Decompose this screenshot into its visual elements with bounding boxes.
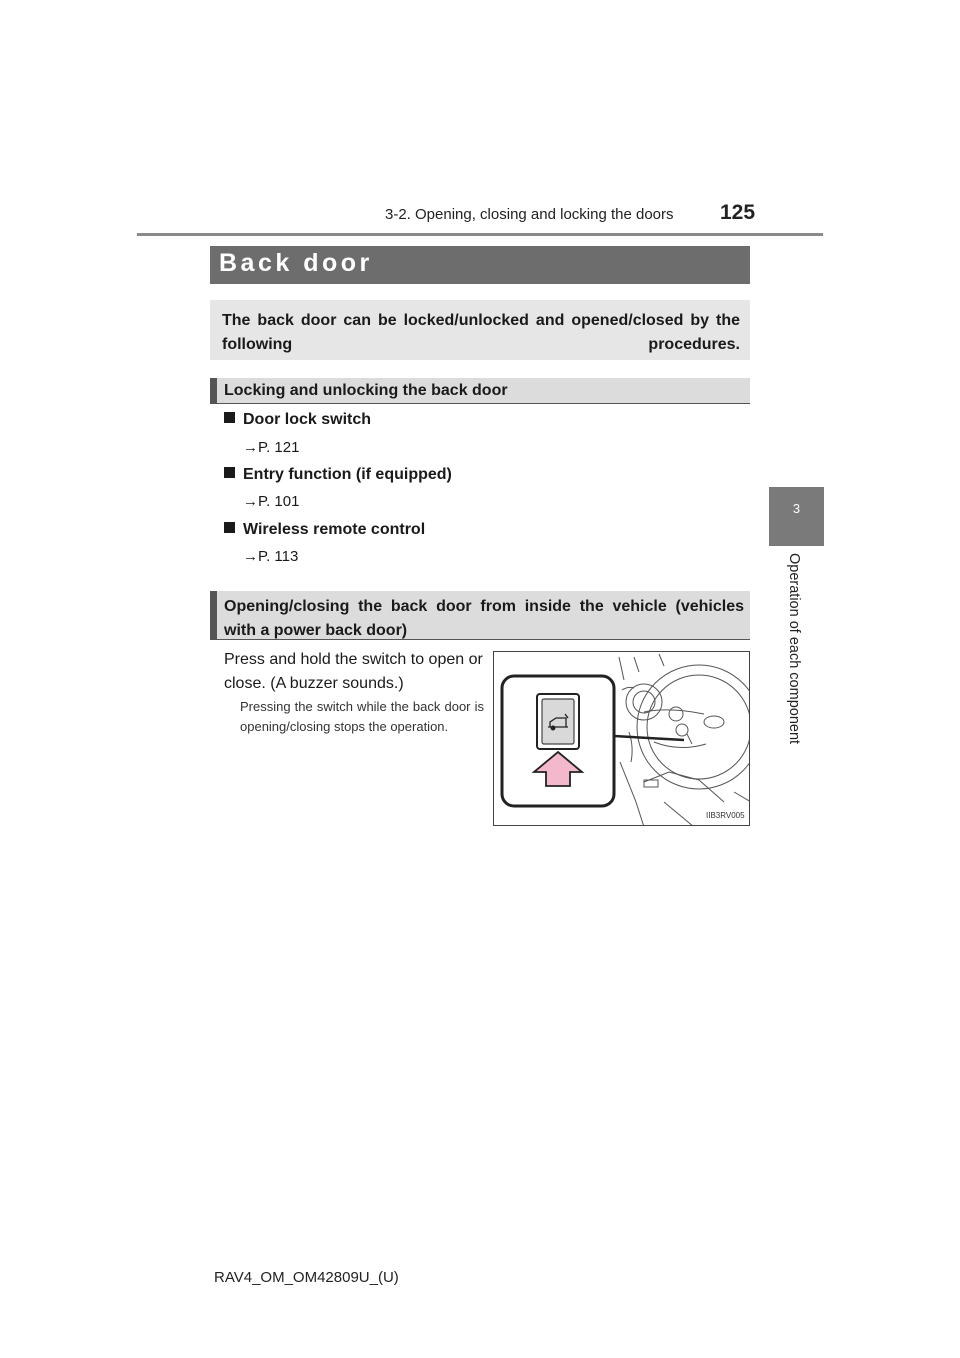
square-bullet-icon [224, 412, 235, 423]
section-heading: Locking and unlocking the back door [224, 382, 508, 399]
section-header: 3-2. Opening, closing and locking the doors [385, 206, 674, 223]
figure-code: IIB3RV005 [706, 811, 745, 820]
instruction-text: Press and hold the switch to open or close. (A buzzer sounds.) [224, 651, 483, 692]
list-item-label: Entry function (if equipped) [243, 466, 452, 483]
list-item-label: Door lock switch [243, 411, 372, 428]
chapter-tab [769, 487, 824, 546]
section-heading-marker [210, 378, 217, 404]
page-reference-link[interactable]: →P. 113 [243, 548, 299, 565]
instruction-note: Pressing the switch while the back door is opening/closing stops the operation. [240, 699, 484, 734]
intro-text: The back door can be locked/unlocked and opened/closed by the following procedures. [222, 312, 740, 353]
page-reference-link[interactable]: →P. 121 [243, 439, 300, 456]
square-bullet-icon [224, 467, 235, 478]
section-heading: Opening/closing the back door from inside the vehicle (vehicles with a power back door) [224, 598, 744, 639]
chapter-tab-number: 3 [792, 501, 801, 516]
list-item-heading [224, 411, 371, 429]
section-heading-marker [210, 591, 217, 640]
power-back-door-switch-illustration [493, 651, 750, 826]
chapter-tab-label: Operation of each component [786, 553, 802, 745]
list-item-heading [224, 521, 425, 539]
list-item-label: Wireless remote control [243, 521, 426, 538]
list-item-heading [224, 466, 452, 484]
page-reference-link[interactable]: →P. 101 [243, 493, 300, 510]
document-code: RAV4_OM_OM42809U_(U) [214, 1269, 399, 1286]
page-number: 125 [720, 201, 756, 224]
square-bullet-icon [224, 522, 235, 533]
header-rule [137, 233, 823, 236]
page-title: Back door [219, 249, 373, 277]
